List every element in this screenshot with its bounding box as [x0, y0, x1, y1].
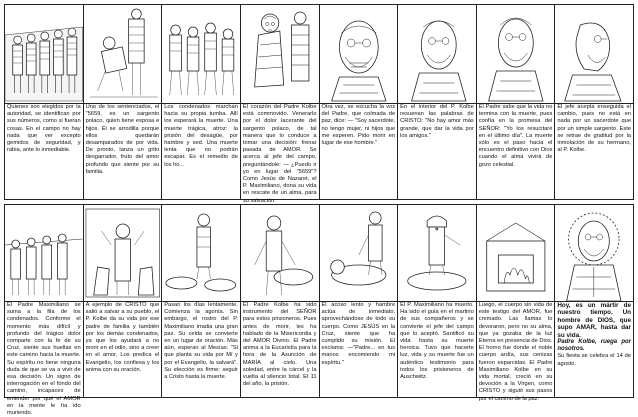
panel-caption: El P. Maximiliano ha muerto. Ha sido el guía en el martirio de sus compañeros y se convierte el jefe del campo que lo aceptó. Santificó su vida hasta su muerte heroica. Tuvo que hacerte luz, vida y su muerte fue un auténtico testimonio para todos los prisioneros de Auschwitz.	[398, 301, 476, 397]
comic-row-bottom	[4, 204, 634, 417]
illustration-sergeant-crying	[84, 5, 162, 101]
panel-lethal-injection	[319, 204, 399, 398]
illustration-line-of-condemned	[5, 205, 83, 301]
illustration-prisoners-lineup	[5, 5, 83, 101]
panel-caption: A ejemplo de CRISTO que salió a salvar a su pueblo, el P. Kolbe da su vida por ese padre de familia y también por los demás condenados, ya que los ayudará a no morir en el odio, sino a creer en el amor. Los predica el Evangelio, los confiesa y los anima con su oración.	[84, 301, 162, 397]
illustration-guard-over-body	[398, 205, 476, 301]
panel-caption: Los condenados marchan hacia su propia tumba. Allí los esperará la muerte. Una muerte trágica, atroz: la prisión del desagüe, por hambre y sed. Una muerte lenta que no podrán escapar. Es el remedio de los ho...	[162, 103, 240, 199]
illustration-kolbe-looking-up	[477, 5, 555, 101]
illustration-kolbe-dying	[320, 205, 398, 301]
panel-kolbe-speaks	[319, 4, 399, 200]
panel-caption: El corazón del Padre Kolbe está commovido. Venerarlo por el dolor lacerante del sargento polaco, de tal manera que lo conduce a tomar una decisión: frenar pasada de AMOR. Se acerca al jefe del campo, preguntándole: — ¿Puedo ir yo en lugar del "5659"? Como Jesús de Nazaret, el P. Maximiliano, dona su vida en rescate de un alma, para su salvación.	[242, 104, 317, 204]
panel-christ-words	[397, 4, 477, 200]
panel-caption: El Padre Maximiliano se suma a la fila de los condenados. Conforme el momento más difícil y profundo del trágico dolor comparte con la fe de su Cruz, siente sus huellas en este camino hacia la muerte. Su espíritu no tiene ninguna duda de que se va a vivir de esa decisión. Un signo de interrogación en el fondo del camino, incapaces de entender por qué el AMOR en la mente le ha ido muriendo.	[7, 302, 81, 417]
illustration-kolbe-holding-prisoner	[241, 205, 319, 301]
prayer-line: Padre Kolbe, ruega por nosotros.	[557, 339, 631, 353]
feast-day-note: Su fiesta se celebra el 14 de agosto.	[557, 353, 631, 367]
illustration-kolbe-stepping-forward	[241, 5, 319, 101]
panel-caption: Luego, el cuerpo sin vida de este testigo del AMOR, fue cremado. Las llamas lo devoraron, pero no su alma, que ya gozaba de la luz Eterna en presencia de Dios. El horno fue donde el noble cuerpo ardía, sus cenizas fueron esparcidas. El Padre Maximiliano Kolbe en su vida mortal, creció en su devoción a la Virgen, como CRISTO y siguió sus pasos por el camino de la paz.	[478, 302, 553, 402]
panel-caption: El Padre Kolbe ha sido instrumento del SEÑOR para estos prisioneros. Pues antes de morir, les ha hablado de la Misericordia y del AMOR Divino. El Padre anima a la Eucaristía para la hora de la Asunción de MARÍA al cielo. Una soledad, entre la cárcel y la vuelta al silencio total. El 11 del año, la prisión.	[241, 301, 319, 397]
illustration-kolbe-saint-portrait	[555, 205, 633, 301]
panel-march-to-death	[161, 4, 241, 200]
panel-caption: En el interior del P. Kolbe resuenan las palabras de CRISTO: "No hay amor más grande, que dar la vida por los amigos."	[398, 103, 476, 199]
martyr-statement: Hoy, es un mártir de nuestro tiempo. Un hombre de DIOS, que supo AMAR, hasta dar su vida.	[557, 302, 631, 339]
panel-caption: Pasan los días lentamente. Comienza la agonía. Sin embargo, el rostro del P. Maximiliano irradia una gran paz. Su celda se convierte en un lugar de oración. Más aún, esperan al Mesías: "Si que planta su vida por Mí y por el Evangelio, la salvará". Su elección es firme: seguir a Cristo hasta la muerte.	[162, 301, 240, 397]
illustration-kolbe-in-cell	[84, 205, 162, 301]
panel-eternal-life	[476, 4, 556, 200]
panel-caption: El Padre sabe que la vida no termina con la muerte, pues confía en la promesa del SEÑOR: "Yo los resucitaré en el último día". La muerte sólo es el paso hacia el encuentro definitivo con Dios cuando el alma vivirá de gozo celestial.	[477, 103, 555, 199]
panel-caption: Quienes son elegidos por la autoridad, se identifican por sus números, como si fueran cosas. En el campo no hay nada que ver excepto gemidos de seguridad, y rabia, ante lo inmediable.	[5, 103, 83, 199]
panel-kolbe-dead	[397, 204, 477, 398]
panel-cremation	[476, 204, 556, 402]
panel-caption	[555, 301, 633, 397]
panel-caption: Otra vez, se escucha la voz del Padre, que colmada de paz, dice: — "Soy sacerdote, no tengo mujer, ni hijos que me esperen. Pido morir en lugar de ese hombre."	[320, 103, 398, 199]
panel-prisoners-numbers	[4, 4, 84, 200]
illustration-crematorium-flames	[477, 205, 555, 301]
panel-kolbe-decision	[240, 4, 320, 204]
panel-instrument-of-lord	[240, 204, 320, 398]
comic-row-top	[4, 4, 634, 204]
illustration-kolbe-praying	[398, 5, 476, 101]
panel-agony	[161, 204, 241, 398]
illustration-condemned-march	[162, 5, 240, 101]
panel-exchange-accepted	[554, 4, 634, 200]
illustration-kolbe-portrait	[320, 5, 398, 101]
panel-kolbe-consoles	[83, 204, 163, 398]
panel-martyr-today	[554, 204, 634, 398]
panel-caption: El acoso lento y hambre actúa de inmediato, aprovechándose de todo su cuerpo. Como JESÚS en la Cruz, siente que ha cumplido su misión. El exclama: —"Padre... en tus manos encomiendo mi espíritu."	[320, 301, 398, 397]
illustration-kolbe-profile	[555, 5, 633, 101]
panel-caption: El jefe acepta enseguida el cambio, pues no está en nada por un sacerdote que por un simple sargento. Este se retrae de gratitud por la inmolación de su hermano, al P. Kolbe.	[555, 103, 633, 199]
illustration-prisoners-lying	[162, 205, 240, 301]
panel-sergeant-kneeling	[83, 4, 163, 200]
panel-joins-condemned	[4, 204, 84, 417]
panel-caption: Uno de los sentenciados, el "5659, es un sargento polaco, quien tiene esposa e hijos. Él se arrodilla porque ellos quedarán desamparados de por vida. De pronto, lanza un grito desgarrador, fruto del amor profundo que siente por su familia.	[84, 103, 162, 199]
